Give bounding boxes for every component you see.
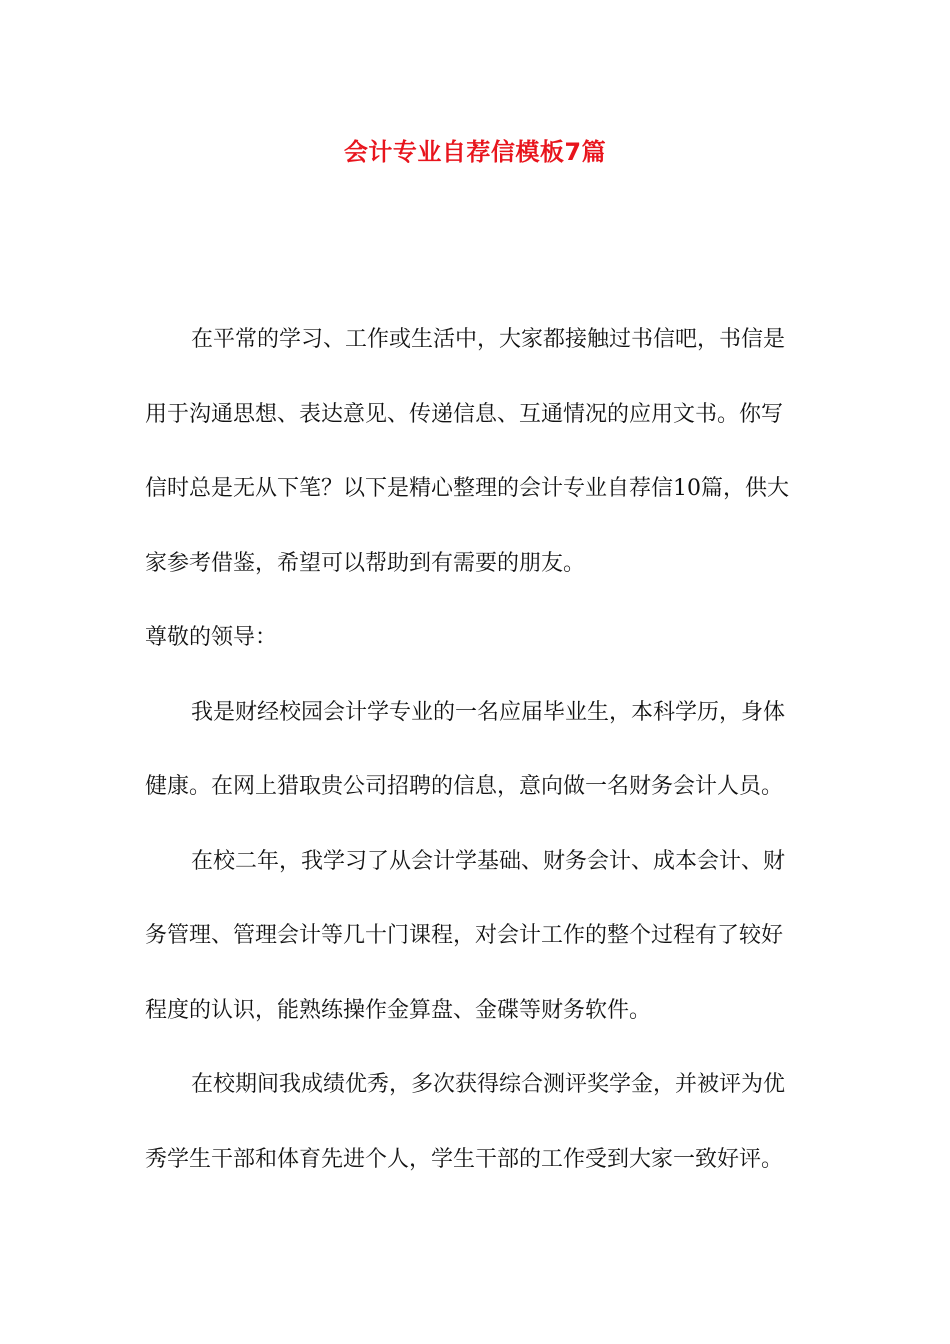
body-line: 用于沟通思想、表达意见、传递信息、互通情况的应用文书。你写	[145, 401, 784, 427]
body-line: 在校二年，我学习了从会计学基础、财务会计、成本会计、财	[191, 848, 786, 874]
body-line: 在校期间我成绩优秀，多次获得综合测评奖学金，并被评为优	[191, 1072, 786, 1097]
body-line: 健康。在网上猎取贵公司招聘的信息，意向做一名财务会计人员。	[145, 774, 784, 799]
body-line: 我是财经校园会计学专业的一名应届毕业生，本科学历，身体	[191, 699, 786, 725]
document-title: 会计专业自荐信模板7篇	[343, 138, 607, 166]
body-line: 程度的认识，能熟练操作金算盘、金碟等财务软件。	[145, 997, 652, 1023]
body-line: 秀学生干部和体育先进个人，学生干部的工作受到大家一致好评。	[145, 1146, 784, 1172]
body-line: 家参考借鉴，希望可以帮助到有需要的朋友。	[145, 550, 586, 576]
body-line: 信时总是无从下笔？以下是精心整理的会计专业自荐信10篇，供大	[145, 476, 789, 501]
salutation: 尊敬的领导：	[145, 625, 278, 650]
document-body	[145, 320, 807, 1214]
body-line: 在平常的学习、工作或生活中，大家都接触过书信吧，书信是	[191, 327, 786, 352]
body-line: 务管理、管理会计等几十门课程，对会计工作的整个过程有了较好	[145, 923, 784, 948]
